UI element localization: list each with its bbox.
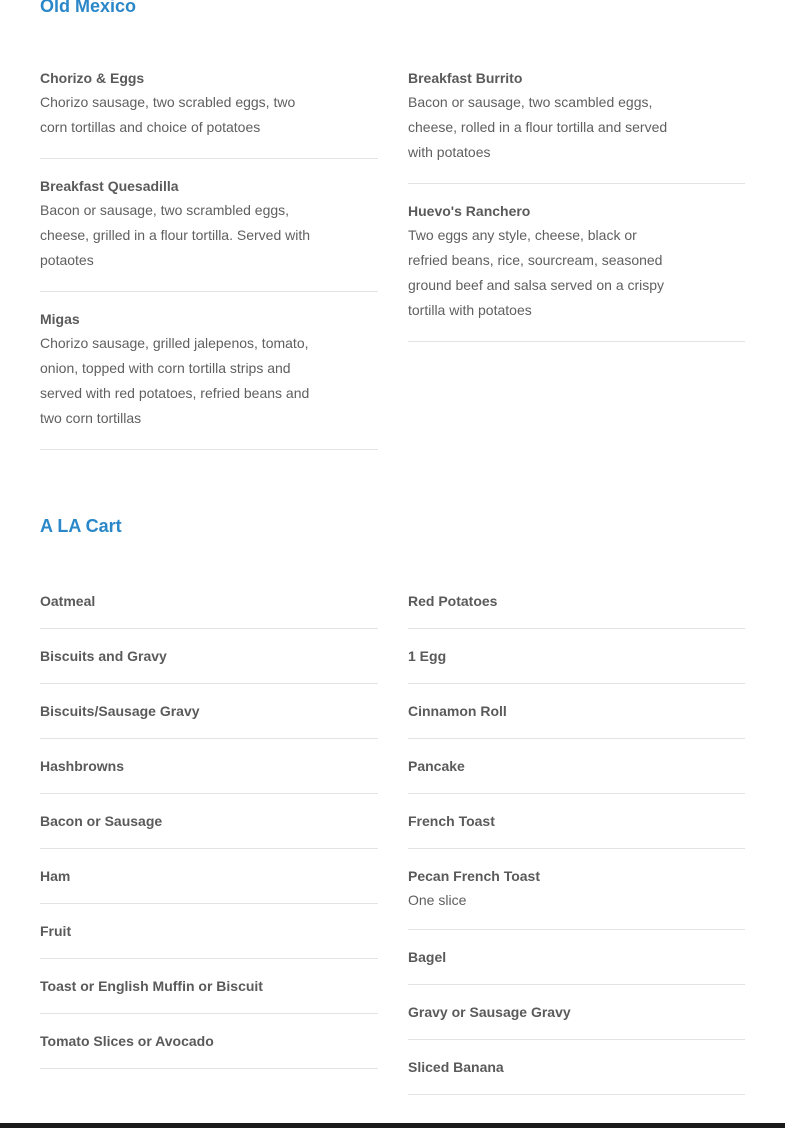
menu-item bbox=[40, 1030, 378, 1069]
menu-item bbox=[40, 700, 378, 739]
menu-item-name: Fruit bbox=[40, 923, 72, 939]
menu-item bbox=[40, 865, 378, 904]
menu-item bbox=[408, 755, 745, 794]
menu-item-name: Toast or English Muffin or Biscuit bbox=[40, 978, 263, 994]
section-title-old-mexico: Old Mexico bbox=[40, 0, 137, 16]
section-title-a-la-cart: A LA Cart bbox=[40, 516, 122, 536]
menu-item-name: Breakfast Burrito bbox=[408, 70, 523, 86]
menu-item-name: Biscuits and Gravy bbox=[40, 648, 167, 664]
menu-item bbox=[408, 590, 745, 629]
menu-item bbox=[408, 200, 745, 342]
menu-item bbox=[408, 865, 745, 930]
menu-item-name: Cinnamon Roll bbox=[408, 703, 507, 719]
menu-item-description: Bacon or sausage, two scrambled eggs, cheese, grilled in a flour tortilla. Served with potaotes bbox=[40, 202, 311, 268]
menu-item-name: Red Potatoes bbox=[408, 593, 498, 609]
menu-item-name: Breakfast Quesadilla bbox=[40, 178, 179, 194]
menu-item bbox=[408, 645, 745, 684]
menu-item-name: Ham bbox=[40, 868, 71, 884]
menu-item-name: 1 Egg bbox=[408, 648, 447, 664]
menu-item-name: Pancake bbox=[408, 758, 465, 774]
old-mexico-right-column bbox=[408, 67, 745, 358]
menu-item-description: Chorizo sausage, two scrabled eggs, two corn tortillas and choice of potatoes bbox=[40, 94, 296, 135]
menu-item-name: Hashbrowns bbox=[40, 758, 125, 774]
menu-item bbox=[408, 1001, 745, 1040]
menu-item bbox=[40, 755, 378, 794]
menu-item bbox=[40, 975, 378, 1014]
menu-item-name: Biscuits/Sausage Gravy bbox=[40, 703, 200, 719]
menu-item-name: French Toast bbox=[408, 813, 495, 829]
menu-item-name: Tomato Slices or Avocado bbox=[40, 1033, 214, 1049]
menu-item bbox=[408, 810, 745, 849]
menu-item-description: Bacon or sausage, two scambled eggs, cheese, rolled in a flour tortilla and served with potatoes bbox=[408, 94, 668, 160]
menu-item bbox=[40, 590, 378, 629]
menu-item-name: Gravy or Sausage Gravy bbox=[408, 1004, 571, 1020]
menu-item bbox=[40, 175, 378, 292]
menu-item bbox=[40, 308, 378, 450]
menu-item-name: Bacon or Sausage bbox=[40, 813, 163, 829]
menu-item-name: Chorizo & Eggs bbox=[40, 70, 145, 86]
menu-item-name: Bagel bbox=[408, 949, 447, 965]
menu-item bbox=[40, 645, 378, 684]
a-la-cart-left-column bbox=[40, 590, 378, 1085]
menu-item bbox=[408, 700, 745, 739]
menu-item-description: Two eggs any style, cheese, black or refried beans, rice, sourcream, seasoned ground beef and salsa served on a crispy tortilla with potatoes bbox=[408, 227, 665, 318]
menu-item bbox=[40, 810, 378, 849]
menu-item bbox=[408, 1056, 745, 1095]
old-mexico-left-column bbox=[40, 67, 378, 466]
menu-item-name: Pecan French Toast bbox=[408, 868, 541, 884]
footer-bar bbox=[0, 1123, 785, 1128]
menu-item-description: One slice bbox=[408, 892, 467, 908]
menu-item bbox=[408, 946, 745, 985]
menu-item-name: Sliced Banana bbox=[408, 1059, 504, 1075]
menu-item bbox=[40, 920, 378, 959]
menu-item-name: Migas bbox=[40, 311, 80, 327]
menu-item-name: Oatmeal bbox=[40, 593, 96, 609]
menu-item-name: Huevo's Ranchero bbox=[408, 203, 531, 219]
menu-item bbox=[408, 67, 745, 184]
menu-item-description: Chorizo sausage, grilled jalepenos, tomato, onion, topped with corn tortilla strips and served with red potatoes, refried beans and two corn tortillas bbox=[40, 335, 310, 426]
menu-item bbox=[40, 67, 378, 159]
a-la-cart-right-column bbox=[408, 590, 745, 1111]
